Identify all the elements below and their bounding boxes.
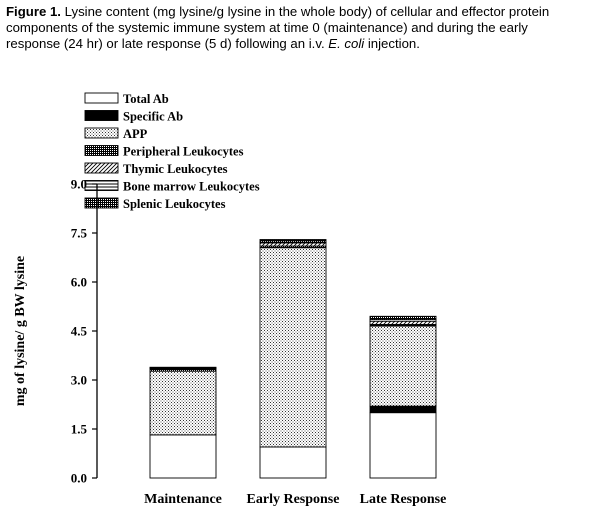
legend xyxy=(85,92,260,211)
bar-segment-specific-ab xyxy=(370,406,436,413)
x-category-label: Late Response xyxy=(359,492,447,507)
y-tick-label: 0.0 xyxy=(70,470,87,486)
bar-segment-total-ab xyxy=(150,435,216,478)
y-tick-label: 9.0 xyxy=(70,176,87,192)
legend-swatch-thymic-leukocytes xyxy=(85,163,118,173)
legend-label: Thymic Leukocytes xyxy=(123,162,228,176)
legend-swatch-specific-ab xyxy=(85,111,118,121)
bar-segment-app xyxy=(370,326,436,406)
bar-segment-splenic-leukocytes xyxy=(260,240,326,243)
legend-swatch-app xyxy=(85,128,118,138)
figure-label: Figure 1. xyxy=(6,4,61,19)
legend-label: Splenic Leukocytes xyxy=(123,197,226,211)
bar-segment-splenic-leukocytes xyxy=(150,367,216,368)
x-category-label: Early Response xyxy=(246,492,340,507)
legend-swatch-splenic-leukocytes xyxy=(85,198,118,208)
bar-segment-total-ab xyxy=(260,447,326,478)
legend-label: Peripheral Leukocytes xyxy=(123,144,244,159)
legend-swatch-bone-marrow-leukocytes xyxy=(85,181,118,191)
caption-text: Lysine content (mg lysine/g lysine in the whole body) of cellular and effector protein components of the systemic immune system at time 0 (maintenance) and during the early response (24 hr) or late response (5 d) following an i.v. xyxy=(6,4,550,51)
caption-organism: E. coli xyxy=(328,36,365,51)
legend-swatch-peripheral-leukocytes xyxy=(85,146,118,156)
legend-label: APP xyxy=(123,127,148,141)
y-tick-label: 7.5 xyxy=(70,225,87,241)
y-tick-label: 1.5 xyxy=(70,421,87,437)
y-axis-label: mg of lysine/ g BW lysine xyxy=(13,255,28,407)
bar-segment-thymic-leukocytes xyxy=(370,321,436,324)
legend-label: Specific Ab xyxy=(123,109,184,124)
y-tick-label: 4.5 xyxy=(70,323,87,339)
bar-segment-app xyxy=(150,371,216,435)
y-tick-label: 3.0 xyxy=(70,372,87,388)
legend-swatch-total-ab xyxy=(85,93,118,103)
y-tick-label: 6.0 xyxy=(70,274,87,290)
caption-text-end: injection. xyxy=(364,36,420,51)
bars-group xyxy=(150,240,436,478)
legend-label: Bone marrow Leukocytes xyxy=(123,179,260,194)
legend-label: Total Ab xyxy=(123,92,169,106)
bar-segment-total-ab xyxy=(370,413,436,478)
bar-segment-splenic-leukocytes xyxy=(370,316,436,319)
bar-segment-app xyxy=(260,248,326,447)
x-category-label: Maintenance xyxy=(144,492,222,507)
